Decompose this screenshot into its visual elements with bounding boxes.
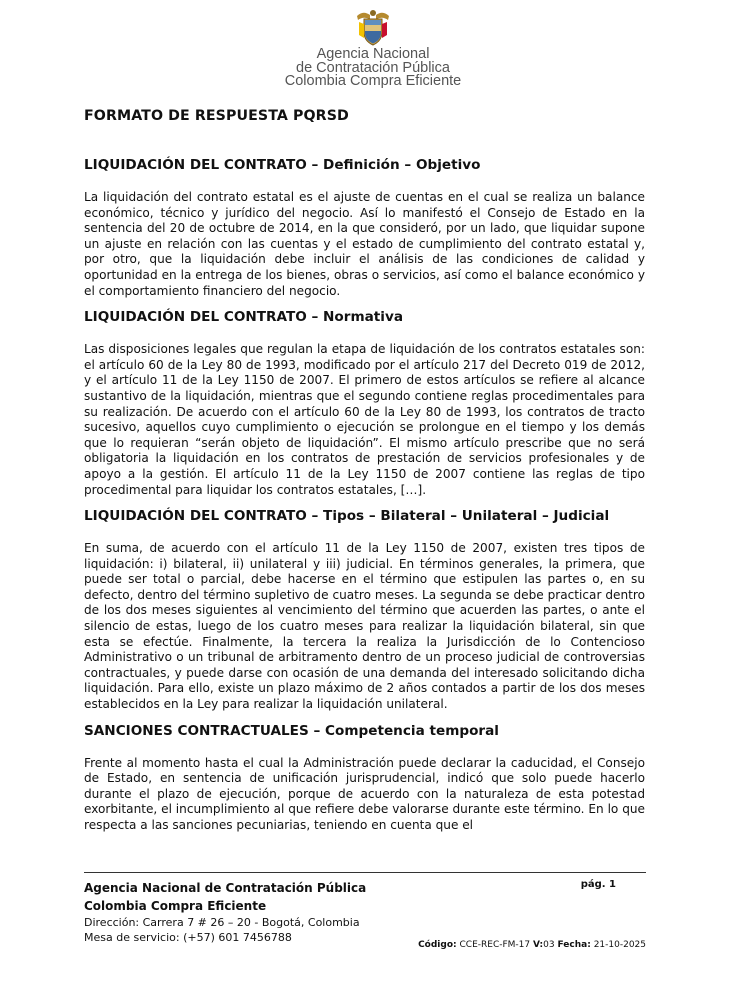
code-value: CCE-REC-FM-17	[459, 940, 531, 950]
coat-of-arms-icon	[355, 8, 391, 48]
section-paragraph: La liquidación del contrato estatal es el ajuste de cuentas en el cual se realiza un balance económico, técnico y jurídico del negocio. Así lo manifestó el Consejo de Estado en la sentencia del 20 de octubre de 2014, en la que consideró, por un lado, que liquidar supone un ajuste en relación con las cuentas y el estado de cumplimiento del contrato estatal y, por otro, que la liquidación debe incluir el análisis de las condiciones de calidad y oportunidad en la entrega de los bienes, obras o servicios, así como el balance económico y el comportamiento financiero del negocio.	[84, 190, 645, 298]
page-number: pág. 1	[580, 879, 616, 890]
version-value: 03	[543, 940, 555, 950]
document-title: FORMATO DE RESPUESTA PQRSD	[84, 108, 349, 124]
footer-org-name	[84, 879, 646, 915]
date-label: Fecha:	[557, 940, 591, 950]
logo-line-3: Colombia Compra Eficiente	[284, 73, 462, 89]
section-heading: LIQUIDACIÓN DEL CONTRATO – Tipos – Bilateral – Unilateral – Judicial	[84, 508, 610, 525]
document-code	[418, 940, 646, 950]
page-header	[0, 8, 746, 89]
section-heading: SANCIONES CONTRACTUALES – Competencia temporal	[84, 722, 499, 739]
section-heading: LIQUIDACIÓN DEL CONTRATO – Normativa	[84, 309, 403, 326]
date-value: 21-10-2025	[593, 940, 646, 950]
footer-address: Dirección: Carrera 7 # 26 – 20 - Bogotá, Colombia	[84, 916, 360, 929]
code-label: Código:	[418, 940, 457, 950]
version-label: V:	[533, 940, 544, 950]
footer-divider	[84, 872, 646, 873]
footer-service-desk: Mesa de servicio: (+57) 601 7456788	[84, 931, 292, 944]
footer-org-line-2: Colombia Compra Eficiente	[84, 899, 267, 913]
page-footer	[84, 872, 646, 950]
section-heading: LIQUIDACIÓN DEL CONTRATO – Definición – Objetivo	[84, 157, 481, 173]
section-paragraph: Las disposiciones legales que regulan la etapa de liquidación de los contratos estatales son: el artículo 60 de la Ley 80 de 1993, modificado por el artículo 217 del Decreto 019 de 2012, y el artículo 11 de la Ley 1150 de 2007. El primero de estos artículos se refiere al alcance sustantivo de la liquidación, mientras que el segundo contiene reglas procedimentales para su realización. De acuerdo con el artículo 60 de la Ley 80 de 1993, los contratos de tracto sucesivo, aquellos cuyo cumplimiento o ejecución se prolongue en el tiempo y los demás que lo requieran “serán objeto de liquidación”. El mismo artículo prescribe que no será obligatoria la liquidación en los contratos de prestación de servicios profesionales y de apoyo a la gestión. El artículo 11 de la Ley 1150 de 2007 contiene las reglas de tipo procedimental para liquidar los contratos estatales, […].	[84, 342, 645, 497]
section-paragraph: Frente al momento hasta el cual la Administración puede declarar la caducidad, el Consejo de Estado, en sentencia de unificación jurisprudencial, indicó que solo puede hacerlo durante el plazo de ejecución, porque de acuerdo con la naturaleza de esta potestad exorbitante, el incumplimiento al que refiere debe valorarse durante este término. En lo que respecta a las sanciones pecuniarias, teniendo en cuenta que el	[84, 755, 645, 832]
document-body	[84, 108, 645, 834]
section-paragraph: En suma, de acuerdo con el artículo 11 de la Ley 1150 de 2007, existen tres tipos de liquidación: i) bilateral, ii) unilateral y iii) judicial. En términos generales, la primera, que puede ser total o parcial, debe hacerse en el término que estipulen las partes o, en su defecto, dentro del término supletivo de cuatro meses. La segunda se debe practicar dentro de los dos meses siguientes al vencimiento del término que acuerden las partes, o ante el silencio de estas, luego de los cuatro meses para realizar la liquidación bilateral, sin que esta se efectúe. Finalmente, la tercera la realiza la Jurisdicción de lo Contencioso Administrativo o un tribunal de arbitramento dentro de un proceso judicial de controversias contractuales, y puede darse con ocasión de una demanda del interesado solicitando dicha liquidación. Para ello, existe un plazo máximo de 2 años contados a partir de los dos meses establecidos en la Ley para realizar la liquidación unilateral.	[84, 541, 645, 712]
agency-logo-text	[0, 48, 746, 89]
footer-org-line-1: Agencia Nacional de Contratación Pública	[84, 881, 367, 895]
logo-line-1: Agencia Nacional	[316, 46, 430, 62]
logo-line-2: de Contratación Pública	[296, 59, 450, 76]
